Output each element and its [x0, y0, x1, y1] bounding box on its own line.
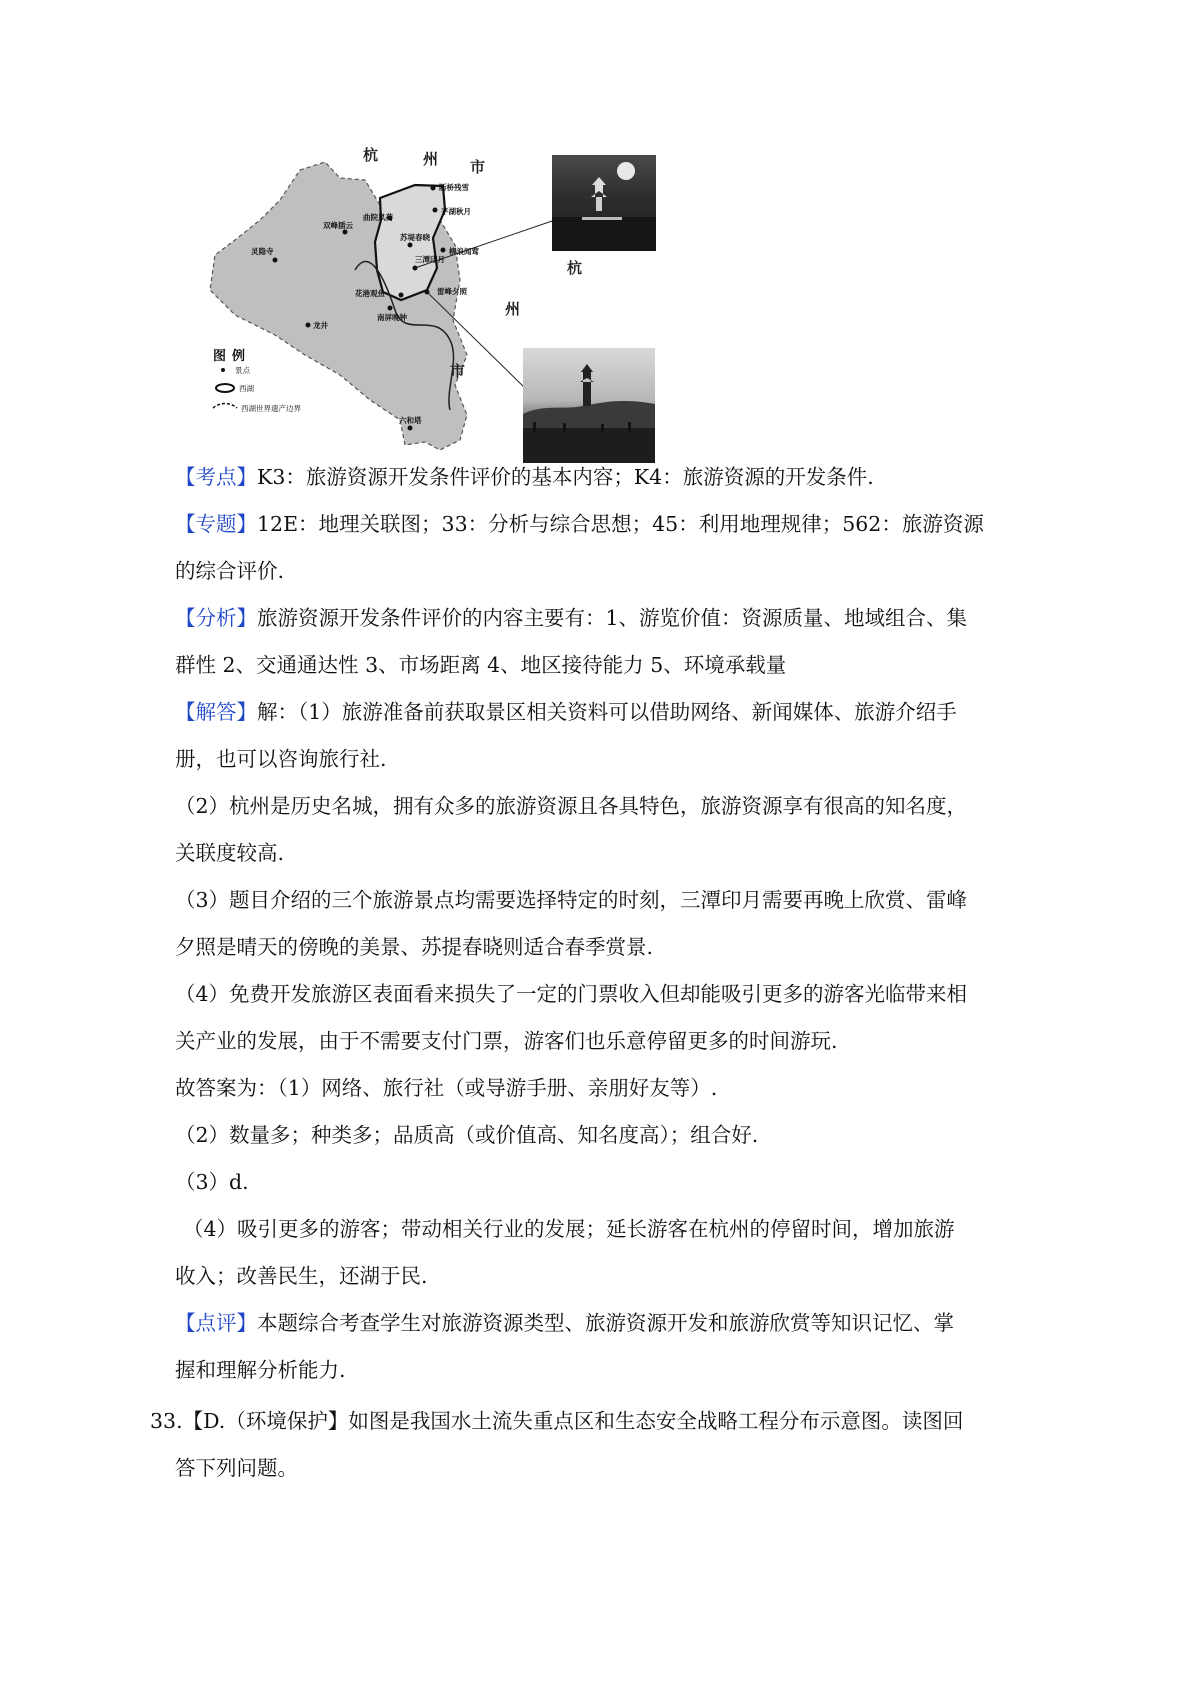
question-33-line2: 答下列问题。 [175, 1456, 298, 1480]
map-label: 市 [450, 362, 466, 380]
answer-line: （4）吸引更多的游客；带动相关行业的发展；延长游客在杭州的停留时间，增加旅游 [183, 1217, 955, 1241]
spot-label: 断桥残雪 [439, 183, 469, 192]
zhuanti-line [175, 501, 1035, 548]
question-33-line1: 33.【D.（环境保护】如图是我国水土流失重点区和生态安全战略工程分布示意图。读图回 [150, 1409, 964, 1433]
fenxi-line [175, 595, 1035, 642]
spot-label: 柳浪闻莺 [449, 247, 479, 256]
jieda-text: 解：（1）旅游准备前获取景区相关资料可以借助网络、新闻媒体、旅游介绍手 [257, 700, 957, 724]
jieda-tag: 【解答】 [175, 700, 257, 724]
map-label: 州 [505, 300, 521, 318]
map-label: 市 [470, 158, 486, 176]
legend-item: 西湖 [239, 384, 254, 393]
spot-label: 南屏晚钟 [377, 313, 407, 322]
jieda-line: （4）免费开发旅游区表面看来损失了一定的门票收入但却能吸引更多的游客光临带来相 [175, 982, 968, 1006]
answer-line: 收入；改善民生，还湖于民. [175, 1264, 428, 1288]
jieda-line: 夕照是晴天的傍晚的美景、苏提春晓则适合春季赏景. [175, 935, 654, 959]
dianping-line [175, 1300, 1035, 1347]
fenxi-tag: 【分析】 [175, 606, 257, 630]
kaodian-line [175, 454, 1035, 501]
answer-line: 故答案为：（1）网络、旅行社（或导游手册、亲朋好友等）. [175, 1076, 718, 1100]
spot-label: 龙井 [313, 321, 328, 330]
spot-label: 平湖秋月 [441, 207, 471, 216]
legend-item: 景点 [235, 366, 250, 375]
fenxi-line2: 群性 2、交通通达性 3、市场距离 4、地区接待能力 5、环境承载量 [175, 653, 787, 677]
jieda-line: 关产业的发展，由于不需要支付门票，游客们也乐意停留更多的时间游玩. [175, 1029, 838, 1053]
spot-label: 六和塔 [399, 416, 422, 425]
map-label: 杭 [567, 259, 583, 277]
zhuanti-text: 12E：地理关联图；33：分析与综合思想；45：利用地理规律；562：旅游资源 [257, 512, 984, 536]
answer-line: （2）数量多；种类多；品质高（或价值高、知名度高）；组合好. [175, 1123, 759, 1147]
jieda-line [175, 689, 1035, 736]
spot-label: 曲院风荷 [363, 213, 393, 222]
jieda-line: （2）杭州是历史名城，拥有众多的旅游资源且各具特色，旅游资源享有很高的知名度， [175, 794, 968, 818]
zhuanti-tag: 【专题】 [175, 512, 257, 536]
kaodian-tag: 【考点】 [175, 465, 257, 489]
photo-leifeng-xizhao [523, 348, 655, 463]
spot-label: 苏堤春晓 [400, 233, 430, 242]
answer-line: （3）d. [175, 1170, 249, 1194]
map-label: 州 [423, 150, 439, 168]
map-label: 杭 [363, 146, 379, 164]
dianping-tag: 【点评】 [175, 1311, 257, 1335]
photo-santan-yinyue [552, 155, 656, 251]
legend-title: 图例 [213, 349, 252, 364]
question-33 [150, 1398, 1035, 1492]
spot-label: 双峰插云 [323, 221, 353, 230]
analysis-block [175, 454, 1035, 1394]
jieda-line: 关联度较高. [175, 841, 285, 865]
legend-item: 西湖世界遗产边界 [241, 404, 301, 413]
jieda-line: （3）题目介绍的三个旅游景点均需要选择特定的时刻，三潭印月需要再晚上欣赏、雷峰 [175, 888, 968, 912]
west-lake-map-figure [205, 146, 655, 490]
spot-label: 灵隐寺 [251, 247, 274, 256]
zhuanti-line2: 的综合评价. [175, 559, 285, 583]
dianping-line2: 握和理解分析能力. [175, 1358, 346, 1382]
kaodian-text: K3：旅游资源开发条件评价的基本内容；K4：旅游资源的开发条件. [257, 465, 874, 489]
dianping-text: 本题综合考查学生对旅游资源类型、旅游资源开发和旅游欣赏等知识记忆、掌 [257, 1311, 954, 1335]
jieda-line: 册，也可以咨询旅行社. [175, 747, 387, 771]
spot-label: 三潭印月 [415, 255, 445, 264]
spot-label: 雷峰夕照 [437, 287, 467, 296]
fenxi-text: 旅游资源开发条件评价的内容主要有：1、游览价值：资源质量、地域组合、集 [257, 606, 968, 630]
spot-label: 花港观鱼 [355, 289, 385, 298]
